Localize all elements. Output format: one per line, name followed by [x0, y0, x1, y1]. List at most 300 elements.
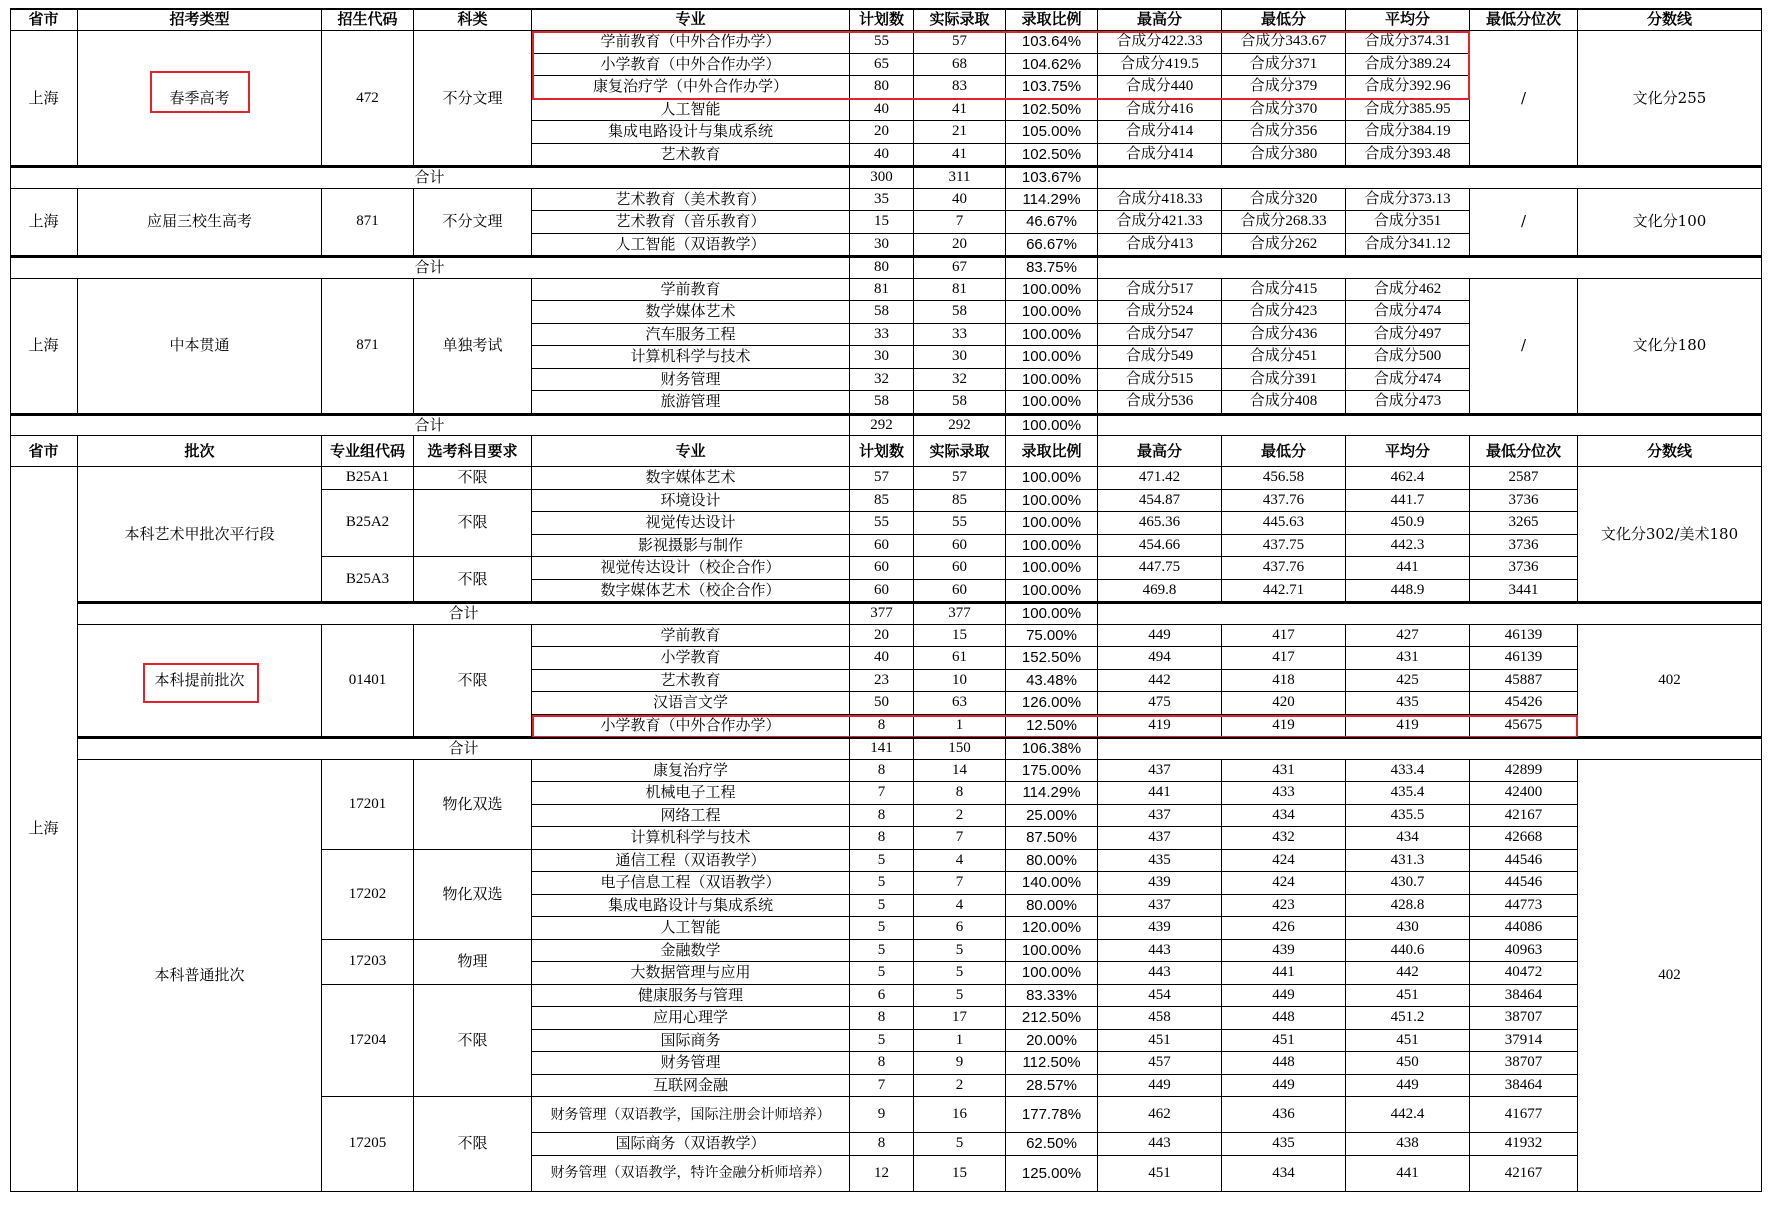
plan-count-cell: 40: [850, 144, 914, 167]
total-label-cell: 合计: [10, 166, 850, 189]
max-score-cell: 合成分418.33: [1098, 189, 1222, 212]
min-rank-cell: /: [1470, 31, 1578, 166]
admitted-count-cell: 2: [914, 805, 1006, 828]
total-plan-cell: 141: [850, 737, 914, 760]
min-rank-cell: 41932: [1470, 1133, 1578, 1156]
admit-ratio-cell: 103.75%: [1006, 76, 1098, 99]
plan-count-cell: 8: [850, 760, 914, 783]
major-cell: 艺术教育: [532, 670, 850, 693]
max-score-cell: 451: [1098, 1156, 1222, 1192]
min-score-cell: 433: [1222, 782, 1346, 805]
plan-count-cell: 60: [850, 535, 914, 558]
score-line-cell: 文化分302/美术180: [1578, 467, 1762, 602]
max-score-cell: 435: [1098, 850, 1222, 873]
admitted-count-cell: 1: [914, 1030, 1006, 1053]
header-cell: 最低分位次: [1470, 436, 1578, 467]
avg-score-cell: 419: [1346, 715, 1470, 738]
subject-req-cell: 不限: [414, 1097, 532, 1192]
plan-count-cell: 20: [850, 121, 914, 144]
max-score-cell: 469.8: [1098, 580, 1222, 603]
min-score-cell: 合成分370: [1222, 99, 1346, 122]
major-cell: 视觉传达设计: [532, 512, 850, 535]
header-cell: 最低分位次: [1470, 9, 1578, 31]
max-score-cell: 443: [1098, 962, 1222, 985]
admit-ratio-cell: 100.00%: [1006, 467, 1098, 490]
header-cell: 招考类型: [78, 9, 322, 31]
total-admitted-cell: 292: [914, 414, 1006, 437]
major-cell: 应用心理学: [532, 1007, 850, 1030]
admitted-count-cell: 57: [914, 467, 1006, 490]
admitted-count-cell: 2: [914, 1075, 1006, 1098]
enroll-code-cell: 871: [322, 279, 414, 414]
plan-count-cell: 8: [850, 1052, 914, 1075]
major-cell: 数字媒体艺术（校企合作）: [532, 580, 850, 603]
min-score-cell: 442.71: [1222, 580, 1346, 603]
batch-cell: 本科提前批次: [78, 625, 322, 738]
admitted-count-cell: 9: [914, 1052, 1006, 1075]
plan-count-cell: 5: [850, 895, 914, 918]
total-ratio-cell: 83.75%: [1006, 256, 1098, 279]
major-cell: 财务管理: [532, 1052, 850, 1075]
min-rank-cell: 3736: [1470, 490, 1578, 513]
avg-score-cell: 441.7: [1346, 490, 1470, 513]
min-rank-cell: 3265: [1470, 512, 1578, 535]
admitted-count-cell: 40: [914, 189, 1006, 212]
avg-score-cell: 428.8: [1346, 895, 1470, 918]
min-score-cell: 419: [1222, 715, 1346, 738]
admit-ratio-cell: 100.00%: [1006, 490, 1098, 513]
max-score-cell: 合成分515: [1098, 369, 1222, 392]
max-score-cell: 合成分547: [1098, 324, 1222, 347]
total-plan-cell: 377: [850, 602, 914, 625]
admitted-count-cell: 7: [914, 211, 1006, 234]
plan-count-cell: 32: [850, 369, 914, 392]
min-rank-cell: 46139: [1470, 625, 1578, 648]
major-cell: 视觉传达设计（校企合作）: [532, 557, 850, 580]
header-cell: 分数线: [1578, 436, 1762, 467]
min-rank-cell: 3736: [1470, 557, 1578, 580]
province-cell: 上海: [10, 31, 78, 166]
major-cell: 国际商务: [532, 1030, 850, 1053]
admitted-count-cell: 15: [914, 625, 1006, 648]
admitted-count-cell: 85: [914, 490, 1006, 513]
avg-score-cell: 合成分393.48: [1346, 144, 1470, 167]
min-score-cell: 437.76: [1222, 557, 1346, 580]
min-rank-cell: 46139: [1470, 647, 1578, 670]
max-score-cell: 合成分517: [1098, 279, 1222, 302]
admitted-count-cell: 61: [914, 647, 1006, 670]
min-rank-cell: 37914: [1470, 1030, 1578, 1053]
total-label-cell: 合计: [10, 256, 850, 279]
header-cell: 专业组代码: [322, 436, 414, 467]
admit-ratio-cell: 62.50%: [1006, 1133, 1098, 1156]
min-score-cell: 449: [1222, 1075, 1346, 1098]
plan-count-cell: 50: [850, 692, 914, 715]
min-score-cell: 437.75: [1222, 535, 1346, 558]
admit-ratio-cell: 175.00%: [1006, 760, 1098, 783]
exam-type-cell: 春季高考: [78, 31, 322, 166]
min-score-cell: 合成分343.67: [1222, 31, 1346, 54]
admitted-count-cell: 58: [914, 391, 1006, 414]
admit-ratio-cell: 140.00%: [1006, 872, 1098, 895]
total-ratio-cell: 103.67%: [1006, 166, 1098, 189]
admit-ratio-cell: 103.64%: [1006, 31, 1098, 54]
plan-count-cell: 8: [850, 805, 914, 828]
total-admitted-cell: 377: [914, 602, 1006, 625]
admitted-count-cell: 20: [914, 234, 1006, 257]
group-code-cell: B25A2: [322, 490, 414, 558]
min-score-cell: 449: [1222, 985, 1346, 1008]
max-score-cell: 441: [1098, 782, 1222, 805]
header-cell: 计划数: [850, 436, 914, 467]
admit-ratio-cell: 12.50%: [1006, 715, 1098, 738]
total-admitted-cell: 67: [914, 256, 1006, 279]
max-score-cell: 合成分549: [1098, 346, 1222, 369]
admitted-count-cell: 55: [914, 512, 1006, 535]
min-rank-cell: 42400: [1470, 782, 1578, 805]
max-score-cell: 443: [1098, 940, 1222, 963]
max-score-cell: 458: [1098, 1007, 1222, 1030]
min-score-cell: 448: [1222, 1052, 1346, 1075]
total-ratio-cell: 100.00%: [1006, 414, 1098, 437]
total-admitted-cell: 150: [914, 737, 1006, 760]
admit-ratio-cell: 100.00%: [1006, 324, 1098, 347]
admitted-count-cell: 57: [914, 31, 1006, 54]
major-cell: 学前教育: [532, 279, 850, 302]
admit-ratio-cell: 28.57%: [1006, 1075, 1098, 1098]
subject-req-cell: 物化双选: [414, 850, 532, 940]
admitted-count-cell: 81: [914, 279, 1006, 302]
min-rank-cell: 45675: [1470, 715, 1578, 738]
major-cell: 国际商务（双语教学）: [532, 1133, 850, 1156]
max-score-cell: 合成分419.5: [1098, 54, 1222, 77]
group-code-cell: 17204: [322, 985, 414, 1098]
plan-count-cell: 5: [850, 917, 914, 940]
major-cell: 财务管理（双语教学，特许金融分析师培养）: [532, 1156, 850, 1192]
enroll-code-cell: 871: [322, 189, 414, 257]
admit-ratio-cell: 152.50%: [1006, 647, 1098, 670]
enroll-code-cell: 472: [322, 31, 414, 166]
max-score-cell: 439: [1098, 872, 1222, 895]
avg-score-cell: 425: [1346, 670, 1470, 693]
header-cell: 计划数: [850, 9, 914, 31]
group-code-cell: 17202: [322, 850, 414, 940]
min-rank-cell: 42899: [1470, 760, 1578, 783]
admit-ratio-cell: 66.67%: [1006, 234, 1098, 257]
header-cell: 最高分: [1098, 436, 1222, 467]
total-blank-cell: [1098, 602, 1762, 625]
category-cell: 不分文理: [414, 31, 532, 166]
avg-score-cell: 450.9: [1346, 512, 1470, 535]
header-cell: 批次: [78, 436, 322, 467]
min-rank-cell: 44773: [1470, 895, 1578, 918]
admitted-count-cell: 15: [914, 1156, 1006, 1192]
admit-ratio-cell: 43.48%: [1006, 670, 1098, 693]
avg-score-cell: 442.3: [1346, 535, 1470, 558]
avg-score-cell: 442.4: [1346, 1097, 1470, 1133]
min-score-cell: 合成分371: [1222, 54, 1346, 77]
max-score-cell: 475: [1098, 692, 1222, 715]
plan-count-cell: 15: [850, 211, 914, 234]
min-score-cell: 434: [1222, 805, 1346, 828]
avg-score-cell: 合成分385.95: [1346, 99, 1470, 122]
admitted-count-cell: 41: [914, 144, 1006, 167]
min-score-cell: 431: [1222, 760, 1346, 783]
admitted-count-cell: 5: [914, 1133, 1006, 1156]
plan-count-cell: 5: [850, 940, 914, 963]
admit-ratio-cell: 177.78%: [1006, 1097, 1098, 1133]
admit-ratio-cell: 83.33%: [1006, 985, 1098, 1008]
plan-count-cell: 6: [850, 985, 914, 1008]
max-score-cell: 合成分536: [1098, 391, 1222, 414]
major-cell: 艺术教育: [532, 144, 850, 167]
plan-count-cell: 12: [850, 1156, 914, 1192]
admit-ratio-cell: 80.00%: [1006, 850, 1098, 873]
max-score-cell: 465.36: [1098, 512, 1222, 535]
min-rank-cell: 3441: [1470, 580, 1578, 603]
min-rank-cell: 40963: [1470, 940, 1578, 963]
plan-count-cell: 9: [850, 1097, 914, 1133]
group-code-cell: 17201: [322, 760, 414, 850]
max-score-cell: 443: [1098, 1133, 1222, 1156]
min-rank-cell: 42668: [1470, 827, 1578, 850]
max-score-cell: 457: [1098, 1052, 1222, 1075]
major-cell: 网络工程: [532, 805, 850, 828]
avg-score-cell: 合成分474: [1346, 369, 1470, 392]
max-score-cell: 437: [1098, 805, 1222, 828]
score-line-cell: 文化分255: [1578, 31, 1762, 166]
major-cell: 小学教育（中外合作办学）: [532, 54, 850, 77]
plan-count-cell: 30: [850, 234, 914, 257]
avg-score-cell: 431.3: [1346, 850, 1470, 873]
admit-ratio-cell: 100.00%: [1006, 391, 1098, 414]
total-label-cell: 合计: [78, 602, 850, 625]
plan-count-cell: 8: [850, 1007, 914, 1030]
major-cell: 通信工程（双语教学）: [532, 850, 850, 873]
min-score-cell: 424: [1222, 850, 1346, 873]
admitted-count-cell: 83: [914, 76, 1006, 99]
plan-count-cell: 5: [850, 872, 914, 895]
plan-count-cell: 8: [850, 1133, 914, 1156]
min-score-cell: 436: [1222, 1097, 1346, 1133]
major-cell: 影视摄影与制作: [532, 535, 850, 558]
admitted-count-cell: 41: [914, 99, 1006, 122]
avg-score-cell: 435.5: [1346, 805, 1470, 828]
header-cell: 最低分: [1222, 436, 1346, 467]
admitted-count-cell: 5: [914, 985, 1006, 1008]
plan-count-cell: 40: [850, 99, 914, 122]
admit-ratio-cell: 46.67%: [1006, 211, 1098, 234]
min-score-cell: 合成分391: [1222, 369, 1346, 392]
major-cell: 大数据管理与应用: [532, 962, 850, 985]
subject-req-cell: 不限: [414, 490, 532, 558]
min-score-cell: 合成分451: [1222, 346, 1346, 369]
header-cell: 实际录取: [914, 9, 1006, 31]
min-score-cell: 418: [1222, 670, 1346, 693]
major-cell: 电子信息工程（双语教学）: [532, 872, 850, 895]
total-blank-cell: [1098, 166, 1762, 189]
min-rank-cell: 42167: [1470, 1156, 1578, 1192]
score-line-cell: 402: [1578, 625, 1762, 738]
max-score-cell: 451: [1098, 1030, 1222, 1053]
plan-count-cell: 5: [850, 850, 914, 873]
header-cell: 招生代码: [322, 9, 414, 31]
avg-score-cell: 451.2: [1346, 1007, 1470, 1030]
avg-score-cell: 427: [1346, 625, 1470, 648]
admitted-count-cell: 6: [914, 917, 1006, 940]
plan-count-cell: 81: [850, 279, 914, 302]
score-line-cell: 文化分180: [1578, 279, 1762, 414]
subject-req-cell: 不限: [414, 625, 532, 738]
header-cell: 省市: [10, 9, 78, 31]
admit-ratio-cell: 100.00%: [1006, 940, 1098, 963]
subject-req-cell: 不限: [414, 557, 532, 602]
plan-count-cell: 57: [850, 467, 914, 490]
major-cell: 计算机科学与技术: [532, 827, 850, 850]
province-cell: 上海: [10, 189, 78, 257]
max-score-cell: 合成分421.33: [1098, 211, 1222, 234]
avg-score-cell: 438: [1346, 1133, 1470, 1156]
category-cell: 单独考试: [414, 279, 532, 414]
max-score-cell: 合成分524: [1098, 301, 1222, 324]
table-left-border: [10, 8, 11, 1192]
major-cell: 学前教育: [532, 625, 850, 648]
admit-ratio-cell: 104.62%: [1006, 54, 1098, 77]
header-cell: 平均分: [1346, 436, 1470, 467]
admit-ratio-cell: 20.00%: [1006, 1030, 1098, 1053]
plan-count-cell: 40: [850, 647, 914, 670]
plan-count-cell: 5: [850, 1030, 914, 1053]
header-cell: 分数线: [1578, 9, 1762, 31]
min-score-cell: 432: [1222, 827, 1346, 850]
admitted-count-cell: 60: [914, 535, 1006, 558]
major-cell: 计算机科学与技术: [532, 346, 850, 369]
admit-ratio-cell: 100.00%: [1006, 557, 1098, 580]
min-score-cell: 441: [1222, 962, 1346, 985]
header-cell: 科类: [414, 9, 532, 31]
avg-score-cell: 434: [1346, 827, 1470, 850]
total-blank-cell: [1098, 256, 1762, 279]
plan-count-cell: 7: [850, 782, 914, 805]
exam-type-cell: 应届三校生高考: [78, 189, 322, 257]
header-cell: 选考科目要求: [414, 436, 532, 467]
min-score-cell: 合成分408: [1222, 391, 1346, 414]
major-cell: 艺术教育（音乐教育）: [532, 211, 850, 234]
min-score-cell: 424: [1222, 872, 1346, 895]
avg-score-cell: 合成分389.24: [1346, 54, 1470, 77]
total-blank-cell: [1098, 414, 1762, 437]
min-score-cell: 合成分415: [1222, 279, 1346, 302]
avg-score-cell: 441: [1346, 1156, 1470, 1192]
min-rank-cell: 38464: [1470, 985, 1578, 1008]
max-score-cell: 454.66: [1098, 535, 1222, 558]
max-score-cell: 437: [1098, 827, 1222, 850]
max-score-cell: 439: [1098, 917, 1222, 940]
total-admitted-cell: 311: [914, 166, 1006, 189]
min-score-cell: 合成分379: [1222, 76, 1346, 99]
plan-count-cell: 20: [850, 625, 914, 648]
total-label-cell: 合计: [10, 414, 850, 437]
major-cell: 人工智能: [532, 99, 850, 122]
plan-count-cell: 58: [850, 391, 914, 414]
major-cell: 环境设计: [532, 490, 850, 513]
admitted-count-cell: 5: [914, 962, 1006, 985]
avg-score-cell: 451: [1346, 1030, 1470, 1053]
subject-req-cell: 不限: [414, 467, 532, 490]
plan-count-cell: 8: [850, 827, 914, 850]
admitted-count-cell: 8: [914, 782, 1006, 805]
major-cell: 汽车服务工程: [532, 324, 850, 347]
avg-score-cell: 合成分474: [1346, 301, 1470, 324]
max-score-cell: 合成分416: [1098, 99, 1222, 122]
score-line-cell: 文化分100: [1578, 189, 1762, 257]
major-cell: 集成电路设计与集成系统: [532, 895, 850, 918]
admit-ratio-cell: 102.50%: [1006, 99, 1098, 122]
admitted-count-cell: 1: [914, 715, 1006, 738]
admitted-count-cell: 21: [914, 121, 1006, 144]
admitted-count-cell: 17: [914, 1007, 1006, 1030]
admitted-count-cell: 58: [914, 301, 1006, 324]
admit-ratio-cell: 100.00%: [1006, 512, 1098, 535]
plan-count-cell: 5: [850, 962, 914, 985]
total-label-cell: 合计: [78, 737, 850, 760]
major-cell: 机械电子工程: [532, 782, 850, 805]
admit-ratio-cell: 75.00%: [1006, 625, 1098, 648]
admit-ratio-cell: 125.00%: [1006, 1156, 1098, 1192]
max-score-cell: 449: [1098, 1075, 1222, 1098]
admitted-count-cell: 68: [914, 54, 1006, 77]
subject-req-cell: 物理: [414, 940, 532, 985]
exam-type-cell: 中本贯通: [78, 279, 322, 414]
min-rank-cell: 44546: [1470, 872, 1578, 895]
plan-count-cell: 55: [850, 512, 914, 535]
admitted-count-cell: 4: [914, 895, 1006, 918]
avg-score-cell: 合成分351: [1346, 211, 1470, 234]
min-rank-cell: 38707: [1470, 1052, 1578, 1075]
avg-score-cell: 433.4: [1346, 760, 1470, 783]
header-cell: 录取比例: [1006, 9, 1098, 31]
plan-count-cell: 85: [850, 490, 914, 513]
total-blank-cell: [1098, 737, 1762, 760]
avg-score-cell: 440.6: [1346, 940, 1470, 963]
admitted-count-cell: 7: [914, 872, 1006, 895]
max-score-cell: 462: [1098, 1097, 1222, 1133]
admit-ratio-cell: 100.00%: [1006, 301, 1098, 324]
major-cell: 艺术教育（美术教育）: [532, 189, 850, 212]
max-score-cell: 437: [1098, 760, 1222, 783]
plan-count-cell: 8: [850, 715, 914, 738]
total-ratio-cell: 106.38%: [1006, 737, 1098, 760]
avg-score-cell: 441: [1346, 557, 1470, 580]
major-cell: 小学教育（中外合作办学）: [532, 715, 850, 738]
min-score-cell: 448: [1222, 1007, 1346, 1030]
max-score-cell: 449: [1098, 625, 1222, 648]
avg-score-cell: 合成分392.96: [1346, 76, 1470, 99]
min-score-cell: 456.58: [1222, 467, 1346, 490]
province-cell: 上海: [10, 279, 78, 414]
min-score-cell: 417: [1222, 647, 1346, 670]
admit-ratio-cell: 100.00%: [1006, 369, 1098, 392]
admitted-count-cell: 60: [914, 580, 1006, 603]
plan-count-cell: 80: [850, 76, 914, 99]
major-cell: 集成电路设计与集成系统: [532, 121, 850, 144]
admit-ratio-cell: 114.29%: [1006, 189, 1098, 212]
header-cell: 最低分: [1222, 9, 1346, 31]
header-cell: 最高分: [1098, 9, 1222, 31]
batch-cell: 本科普通批次: [78, 760, 322, 1192]
major-cell: 健康服务与管理: [532, 985, 850, 1008]
admit-ratio-cell: 87.50%: [1006, 827, 1098, 850]
